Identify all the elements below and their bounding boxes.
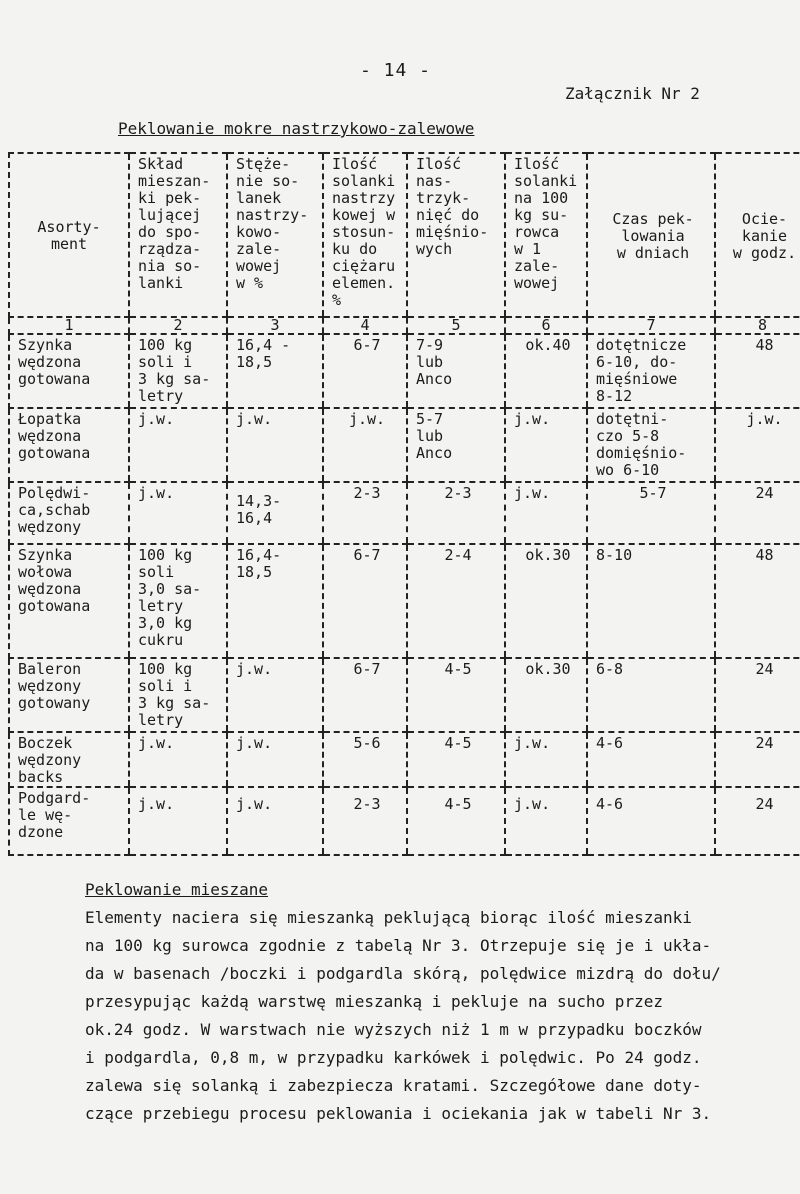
header-ilosc-solanki-zalewowej: Ilość solanki na 100 kg su- rowca w 1 zale- wowej (505, 153, 587, 317)
table-cell: j.w. (227, 787, 323, 855)
header-czas: Czas pek- lowania w dniach (587, 153, 715, 317)
table-cell: 4-6 (587, 787, 715, 855)
table-cell: Łopatka wędzona gotowana (9, 408, 129, 482)
table-row (9, 408, 800, 482)
table-cell: 8-10 (587, 544, 715, 658)
table-cell: dotętni- czo 5-8 domięśnio- wo 6-10 (587, 408, 715, 482)
table-cell: 24 (715, 732, 800, 787)
table-cell: Podgard- le wę- dzone (9, 787, 129, 855)
table-title: Peklowanie mokre nastrzykowo-zalewowe (118, 119, 475, 138)
column-number: 6 (505, 317, 587, 334)
header-stezenie: Stęże- nie so- lanek nastrzy- kowo- zale- wowej w % (227, 153, 323, 317)
table-cell: Baleron wędzony gotowany (9, 658, 129, 732)
table-cell: 24 (715, 482, 800, 544)
annex-label: Załącznik Nr 2 (565, 84, 700, 103)
table-cell: 48 (715, 544, 800, 658)
header-ociekanie: Ocie- kanie w godz. (715, 153, 800, 317)
table-cell: 2-4 (407, 544, 505, 658)
table-cell: Szynka wędzona gotowana (9, 334, 129, 408)
column-number: 3 (227, 317, 323, 334)
table-cell: j.w. (129, 732, 227, 787)
column-number-row (9, 317, 800, 334)
table-cell: 6-7 (323, 334, 407, 408)
table-cell: j.w. (227, 732, 323, 787)
table-cell: 2-3 (323, 482, 407, 544)
table-cell: ok.30 (505, 544, 587, 658)
table-row (9, 658, 800, 732)
table-cell: 48 (715, 334, 800, 408)
table-cell: 4-6 (587, 732, 715, 787)
table-row (9, 482, 800, 544)
header-ilosc-solanki: Ilość solanki nastrzy kowej w stosun- ku do ciężaru elemen. % (323, 153, 407, 317)
table-cell: j.w. (505, 408, 587, 482)
page-number: - 14 - (360, 60, 432, 81)
section-heading: Peklowanie mieszane (85, 880, 269, 899)
table-cell: 5-7 (587, 482, 715, 544)
column-number: 8 (715, 317, 800, 334)
column-number: 1 (9, 317, 129, 334)
table-cell: Polędwi- ca,schab wędzony (9, 482, 129, 544)
table-cell: 2-3 (323, 787, 407, 855)
header-asortyment: Asorty- ment (9, 153, 129, 317)
section-body: Elementy naciera się mieszanką peklującą biorąc ilość mieszanki na 100 kg surowca zgodnie z tabelą Nr 3. Otrzepuje się je i ukła- da w basenach /boczki i podgardla skórą, polędwice mizdrą do dołu/ przesypując każdą warstwę mieszanką i pekluje na sucho przez ok.24 godz. W warstwach nie wyższych niż 1 m w przypadku boczków i podgardla, 0,8 m, w przypadku karkówek i polędwic. Po 24 godz. zalewa się solanką i zabezpiecza kratami. Szczegółowe dane doty- czące przebiegu procesu peklowania i ociekania jak w tabeli Nr 3. (85, 908, 721, 1123)
table-cell: 5-6 (323, 732, 407, 787)
table-cell: dotętnicze 6-10, do- mięśniowe 8-12 (587, 334, 715, 408)
table-cell: 4-5 (407, 658, 505, 732)
table-cell: j.w. (129, 787, 227, 855)
table-cell: 6-7 (323, 544, 407, 658)
table-cell: 14,3- 16,4 (227, 482, 323, 544)
column-number: 7 (587, 317, 715, 334)
column-number: 4 (323, 317, 407, 334)
table-cell: 16,4- 18,5 (227, 544, 323, 658)
table-cell: j.w. (505, 482, 587, 544)
table-cell: 24 (715, 787, 800, 855)
table-cell: j.w. (129, 482, 227, 544)
table-cell: 7-9 lub Anco (407, 334, 505, 408)
table-cell: 100 kg soli i 3 kg sa- letry (129, 658, 227, 732)
table-cell: 5-7 lub Anco (407, 408, 505, 482)
table-cell: 2-3 (407, 482, 505, 544)
table-cell: Szynka wołowa wędzona gotowana (9, 544, 129, 658)
table-cell: j.w. (227, 658, 323, 732)
curing-table (8, 152, 800, 856)
table-cell: 6-7 (323, 658, 407, 732)
table-cell: 24 (715, 658, 800, 732)
table-cell: 6-8 (587, 658, 715, 732)
column-number: 2 (129, 317, 227, 334)
table-cell: 100 kg soli i 3 kg sa- letry (129, 334, 227, 408)
table-header-row (9, 153, 800, 317)
table-cell: 16,4 - 18,5 (227, 334, 323, 408)
table-cell: Boczek wędzony backs (9, 732, 129, 787)
table-cell: j.w. (505, 787, 587, 855)
table-row (9, 544, 800, 658)
table-cell: ok.40 (505, 334, 587, 408)
table-cell: j.w. (227, 408, 323, 482)
table-row (9, 334, 800, 408)
table-row (9, 732, 800, 787)
table-cell: j.w. (715, 408, 800, 482)
table-cell: 4-5 (407, 787, 505, 855)
table-cell: 100 kg soli 3,0 sa- letry 3,0 kg cukru (129, 544, 227, 658)
header-sklad: Skład mieszan- ki pek- lującej do spo- rządza- nia so- lanki (129, 153, 227, 317)
table-cell: ok.30 (505, 658, 587, 732)
header-ilosc-nastrzykniec: Ilość nas- trzyk- nięć do mięśnio- wych (407, 153, 505, 317)
table-row (9, 787, 800, 855)
table-cell: j.w. (129, 408, 227, 482)
table-cell: j.w. (505, 732, 587, 787)
column-number: 5 (407, 317, 505, 334)
table-cell: j.w. (323, 408, 407, 482)
table-cell: 4-5 (407, 732, 505, 787)
